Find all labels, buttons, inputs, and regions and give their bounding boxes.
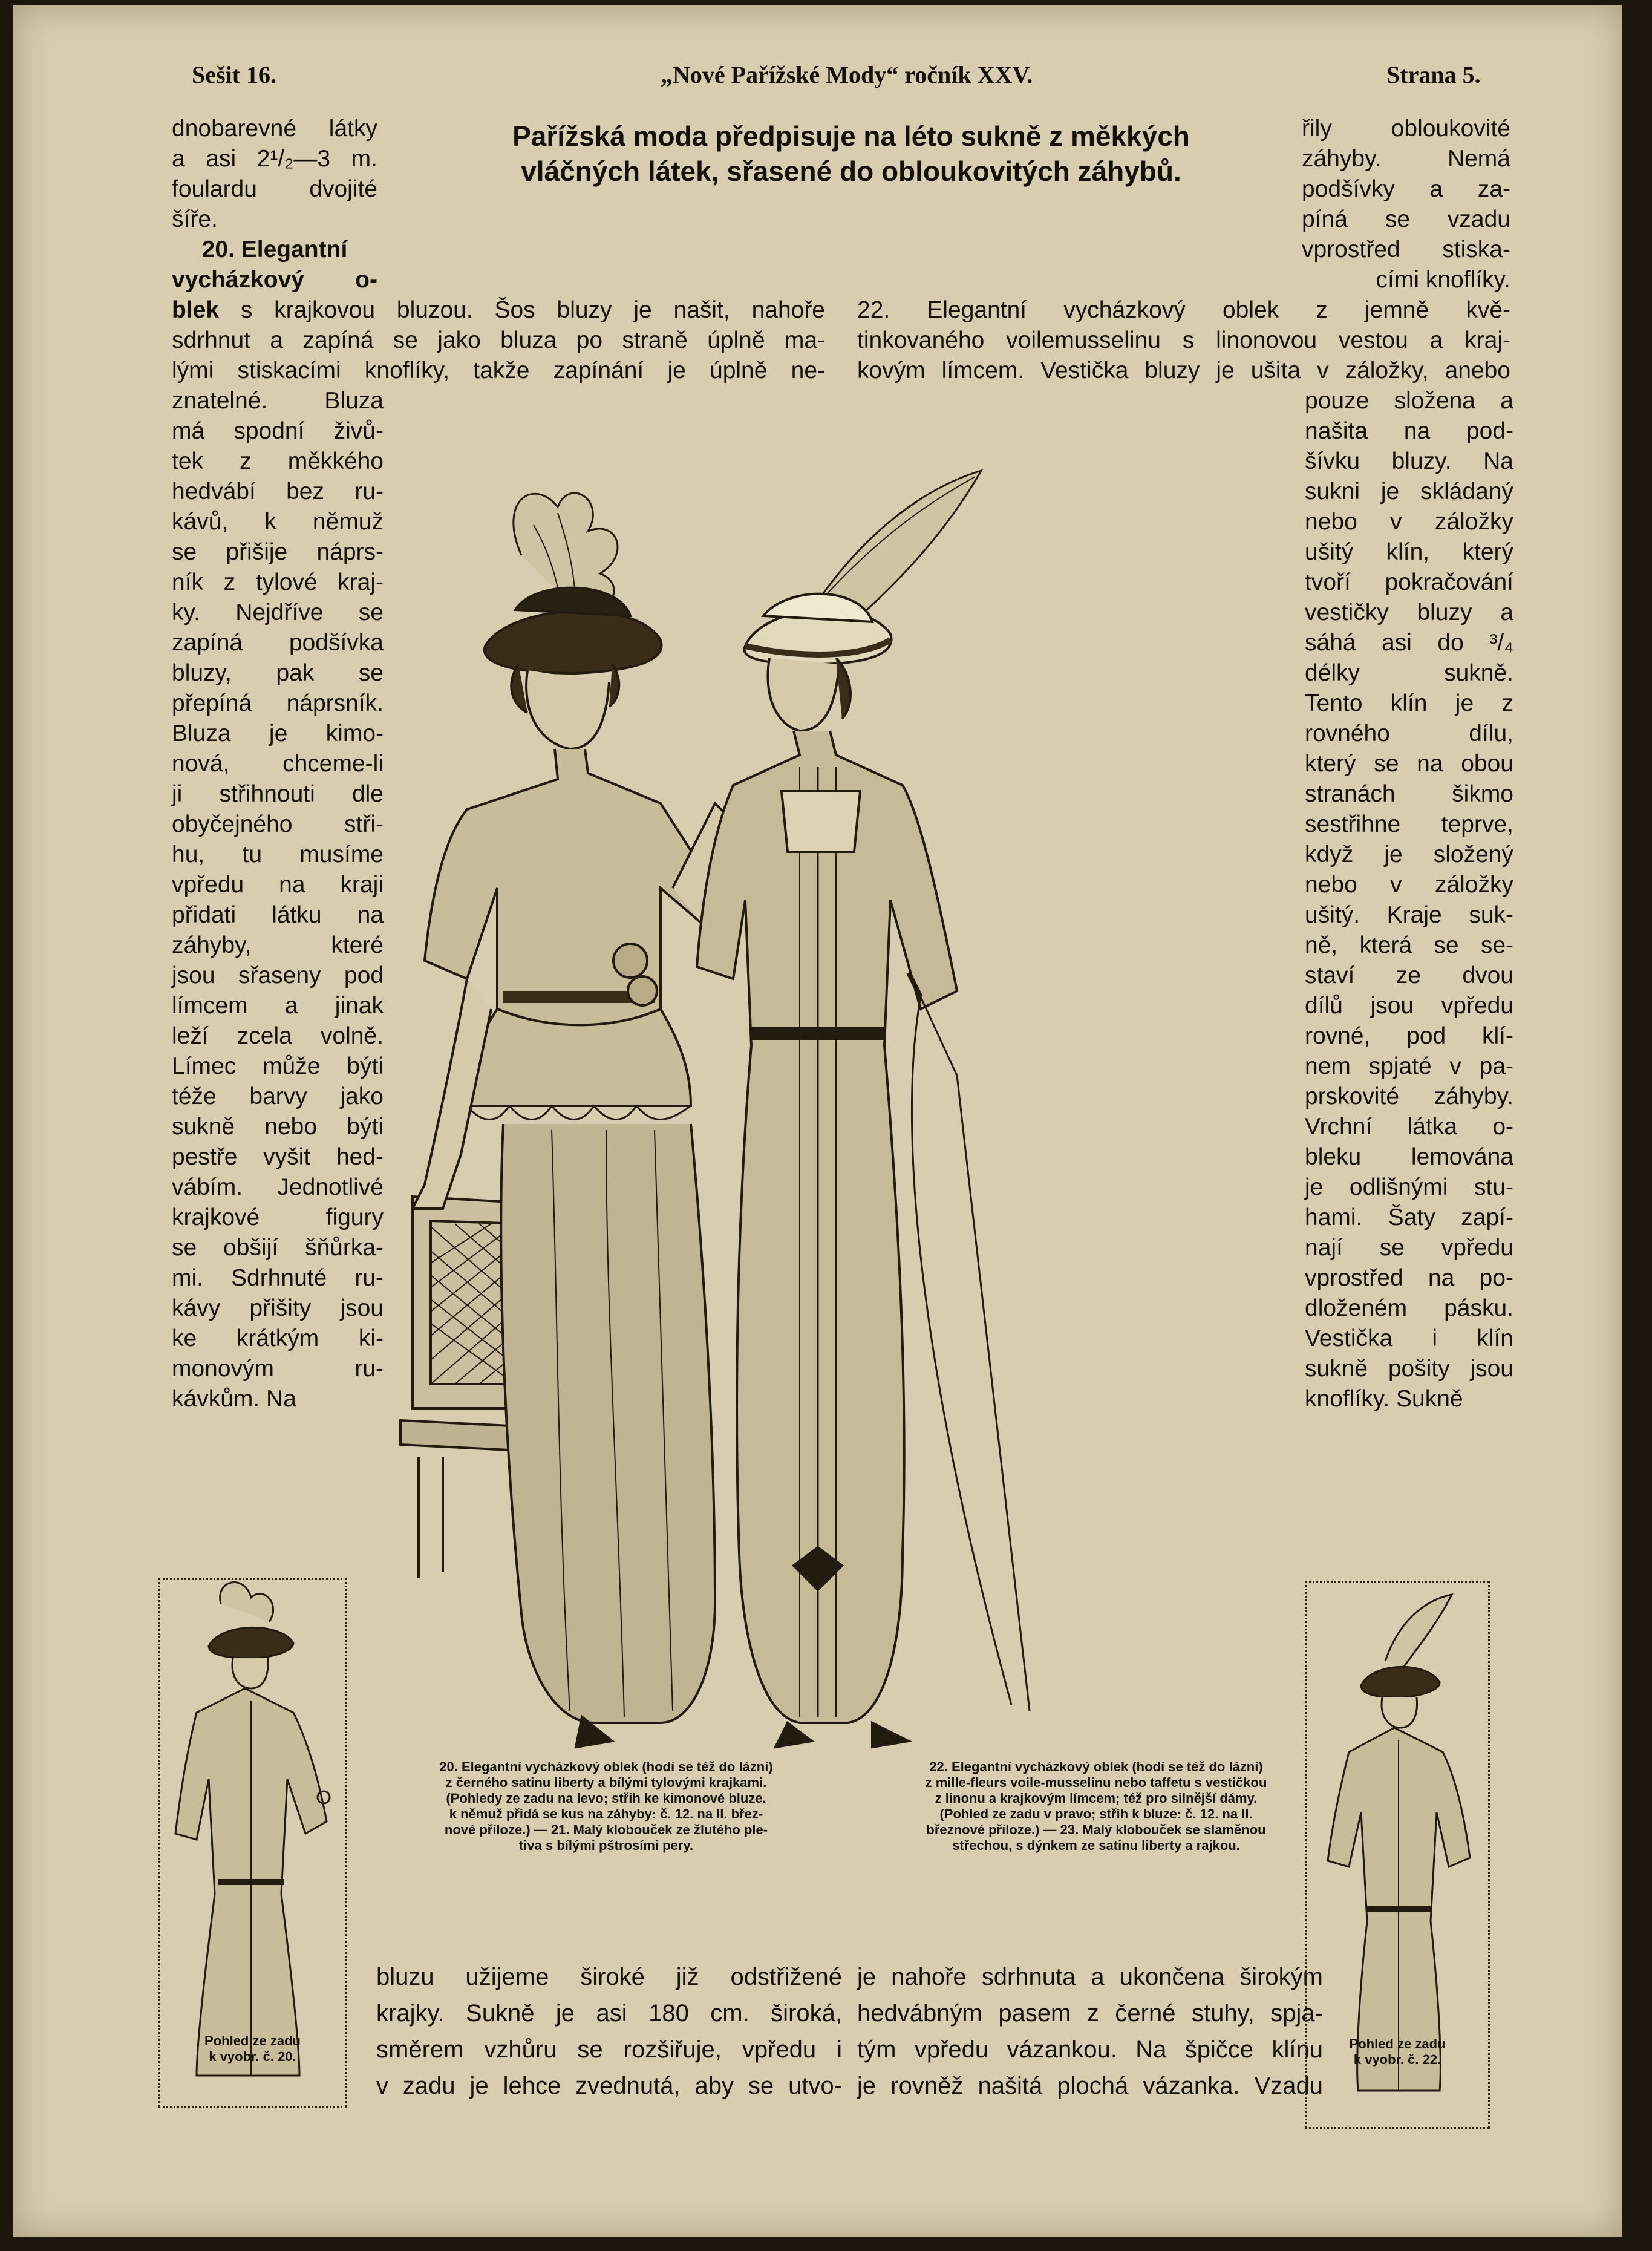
text-line: pouze složena a	[1305, 388, 1513, 414]
text-line: hami. Šaty zapí-	[1305, 1204, 1513, 1230]
text-line: který se na obou	[1305, 751, 1513, 777]
text-line: v zadu je lehce zvednutá, aby se utvo-	[376, 2073, 842, 2099]
text-line: řily obloukovité	[1302, 116, 1510, 142]
text-line: je odlišnými stu-	[1305, 1174, 1513, 1200]
text-line: podšívky a za-	[1302, 176, 1510, 202]
text-line: tým vpředu vázankou. Na špičce klínu	[857, 2036, 1323, 2063]
back-view-box-20	[158, 1578, 347, 2108]
caption-line: tiva s bílými pštrosími pery.	[518, 1838, 694, 1853]
text-line: sukně nebo býti	[172, 1114, 384, 1140]
text-line: Límec může býti	[172, 1053, 384, 1079]
text-line: knoflíky. Sukně	[1305, 1386, 1463, 1412]
text-line: znatelné. Bluza	[172, 388, 384, 414]
text-line: píná se vzadu	[1302, 206, 1510, 232]
header-title: „Nové Pařížské Mody“ ročník XXV.	[661, 61, 1033, 88]
text-line: vprostřed stiska-	[1302, 237, 1510, 263]
right-column-top	[1302, 114, 1510, 295]
text-line: má spodní živů-	[172, 418, 384, 444]
text-line: kávů, k němuž	[172, 509, 384, 535]
text-line: zapíná podšívka	[172, 630, 384, 656]
text-line: našita na pod-	[1305, 418, 1513, 444]
back-view-label-22	[1316, 2036, 1479, 2068]
text-line: kávy přišity jsou	[172, 1295, 384, 1321]
text-line: ušitý klín, který	[1305, 539, 1513, 565]
caption-20	[376, 1759, 836, 1854]
text-line: krajky. Sukně je asi 180 cm. široká,	[376, 2000, 842, 2027]
text-line: ně, která se se-	[1305, 932, 1513, 958]
text-line: tvoří pokračování	[1305, 569, 1513, 595]
bottom-right-text	[857, 1959, 1323, 2104]
caption-line: 22. Elegantní vycházkový oblek (hodí se též do lázní)	[929, 1759, 1263, 1774]
text-line: foulardu dvojité	[172, 176, 377, 202]
text-line: vpředu na kraji	[172, 872, 384, 898]
text-line: sáhá asi do ³/₄	[1305, 630, 1513, 656]
page-headline	[473, 119, 1229, 189]
text-line: cími knoflíky.	[1376, 267, 1510, 293]
text-line: se obšijí šňůrka-	[172, 1235, 384, 1261]
thumb-label-line: Pohled ze zadu	[204, 2033, 301, 2048]
bottom-left-text	[376, 1959, 842, 2104]
text-line: Tento klín je z	[1305, 690, 1513, 716]
headline-line-1: Pařížská moda předpisuje na léto sukně z měkkých	[512, 120, 1190, 152]
thumb-label-line: k vyobr. č. 22.	[1353, 2052, 1441, 2067]
text-line: se přišije náprs-	[172, 539, 384, 565]
text-line: bluzy, pak se	[172, 660, 384, 686]
text-line: Bluza je kimo-	[172, 720, 384, 747]
item-heading: 20. Elegantní	[201, 237, 348, 263]
text-line: přepíná náprsník.	[172, 690, 384, 716]
caption-line: 20. Elegantní vycházkový oblek (hodí se též do lázní)	[439, 1759, 773, 1774]
right-spanning-text	[857, 295, 1510, 386]
text-line: mi. Sdrhnuté ru-	[172, 1265, 384, 1291]
item-heading-line: 22. Elegantní vycházkový oblek z jemně kvě-	[857, 297, 1510, 323]
text-line: vprostřed na po-	[1305, 1265, 1513, 1291]
fashion-illustration	[376, 465, 1308, 1771]
text-line: šíře.	[172, 206, 218, 232]
left-figure-drawing	[413, 493, 739, 1747]
text-line: sukně pošity jsou	[1305, 1356, 1513, 1382]
text-line: ušitý. Kraje suk-	[1305, 902, 1513, 928]
text-line: když je složený	[1305, 841, 1513, 867]
text-line: monovým ru-	[172, 1356, 384, 1382]
caption-line: (Pohled ze zadu v pravo; střih k bluze: č. 12. na II.	[939, 1806, 1253, 1821]
text-line: Vrchní látka o-	[1305, 1114, 1513, 1140]
right-figure-drawing	[697, 471, 1030, 1747]
text-line: ník z tylové kraj-	[172, 569, 384, 595]
text-line: vábím. Jednotlivé	[172, 1174, 384, 1200]
text-line: záhyby. Nemá	[1302, 146, 1510, 172]
headline-line-2: vláčných látek, sřasené do obloukovitých záhybů.	[521, 155, 1181, 187]
text-line: ji střihnouti dle	[172, 781, 384, 807]
header-page-number: Strana 5.	[1386, 61, 1481, 88]
text-line: hedvábí bez ru-	[172, 479, 384, 505]
text-line: nová, chceme-li	[172, 751, 384, 777]
text-line: lými stiskacími knoflíky, takže zapínání je úplně ne-	[172, 358, 825, 384]
text-line: sestřihne teprve,	[1305, 811, 1513, 837]
text-line: pestře vyšit hed-	[172, 1144, 384, 1170]
caption-line: střechou, s dýnkem ze satinu liberty a rajkou.	[952, 1838, 1240, 1853]
left-spanning-text	[172, 295, 825, 386]
text-line: nají se vpředu	[1305, 1235, 1513, 1261]
text-line: ke krátkým ki-	[172, 1325, 384, 1351]
text-line: rovné, pod klí-	[1305, 1023, 1513, 1049]
text-line: krajkové figury	[172, 1204, 384, 1230]
back-view-figure-20	[160, 1580, 345, 2106]
right-column-body	[1305, 386, 1513, 1414]
item-heading: vycházkový o-	[172, 267, 377, 293]
caption-line: z mille-fleurs voile-musselinu nebo taffetu s vestičkou	[925, 1775, 1267, 1790]
text-line: ky. Nejdříve se	[172, 600, 384, 626]
text-line: Vestička i klín	[1305, 1325, 1513, 1351]
text-line: tinkovaného voilemusselinu s linonovou vestou a kraj-	[857, 327, 1510, 353]
text-line: kovým límcem. Vestička bluzy je ušita v záložky, anebo	[857, 358, 1510, 384]
text-line: kávkům. Na	[172, 1386, 296, 1412]
text-line: směrem vzhůru se rozšiřuje, vpředu i	[376, 2036, 842, 2063]
text-line: hu, tu musíme	[172, 841, 384, 867]
text-line: límcem a jinak	[172, 993, 384, 1019]
caption-line: k němuž přidá se kus na záhyby: č. 12. na II. břez-	[449, 1806, 763, 1821]
text-line: stranách šikmo	[1305, 781, 1513, 807]
text-line: bluzu užijeme široké již odstřižené	[376, 1964, 842, 1990]
text-line: tek z měkkého	[172, 448, 384, 474]
text-line: dnobarevné látky	[172, 116, 377, 142]
caption-line: z linonu a krajkovým límcem; též pro silnější dámy.	[935, 1791, 1258, 1806]
text-line: prskovité záhyby.	[1305, 1083, 1513, 1109]
back-view-box-22	[1305, 1581, 1490, 2129]
caption-line: z černého satinu liberty a bílými tylovými krajkami.	[445, 1775, 767, 1790]
thumb-label-line: k vyobr. č. 20.	[209, 2049, 296, 2064]
text-line: téže barvy jako	[172, 1083, 384, 1109]
text-line: je nahoře sdrhnuta a ukončena širokým	[857, 1964, 1323, 1990]
caption-line: nové příloze.) — 21. Malý klobouček ze žlutého ple-	[444, 1822, 768, 1837]
text-line: a asi 2¹/₂—3 m.	[172, 146, 377, 172]
left-column-body	[172, 386, 384, 1414]
text-line: sdrhnut a zapíná se jako bluza po straně úplně ma-	[172, 327, 825, 353]
left-column-top	[172, 114, 377, 295]
text-line: délky sukně.	[1305, 660, 1513, 686]
text-line: hedvábným pasem z černé stuhy, spja-	[857, 2000, 1323, 2027]
text-line: dílů jsou vpředu	[1305, 993, 1513, 1019]
text-line: sukni je skládaný	[1305, 479, 1513, 505]
text-line: nebo v záložky	[1305, 509, 1513, 535]
back-view-label-20	[172, 2033, 333, 2065]
text-line: vestičky bluzy a	[1305, 600, 1513, 626]
text-fragment: s krajkovou bluzou. Šos bluzy je našit, nahoře	[219, 297, 825, 323]
header-issue: Sešit 16.	[192, 61, 276, 88]
caption-line: (Pohledy ze zadu na levo; střih ke kimonové bluze.	[446, 1791, 766, 1806]
text-line: šívku bluzy. Na	[1305, 448, 1513, 474]
text-line: nem spjaté v pa-	[1305, 1053, 1513, 1079]
text-line: bleku lemována	[1305, 1144, 1513, 1170]
text-line: leží zcela volně.	[172, 1023, 384, 1049]
caption-22	[857, 1759, 1335, 1854]
text-line: záhyby, které	[172, 932, 384, 958]
text-line: rovného dílu,	[1305, 720, 1513, 747]
item-heading-end: blek	[172, 297, 220, 323]
caption-line: březnové příloze.) — 23. Malý klobouček se slaměnou	[926, 1822, 1266, 1837]
thumb-label-line: Pohled ze zadu	[1349, 2036, 1446, 2051]
text-line: přidati látku na	[172, 902, 384, 928]
text-line: je rovněž našitá plochá vázanka. Vzadu	[857, 2073, 1323, 2099]
magazine-page	[13, 5, 1622, 2237]
text-line: obyčejného stři-	[172, 811, 384, 837]
text-line: nebo v záložky	[1305, 872, 1513, 898]
text-line: dloženém pásku.	[1305, 1295, 1513, 1321]
text-line: jsou sřaseny pod	[172, 962, 384, 988]
text-line: staví ze dvou	[1305, 962, 1513, 988]
